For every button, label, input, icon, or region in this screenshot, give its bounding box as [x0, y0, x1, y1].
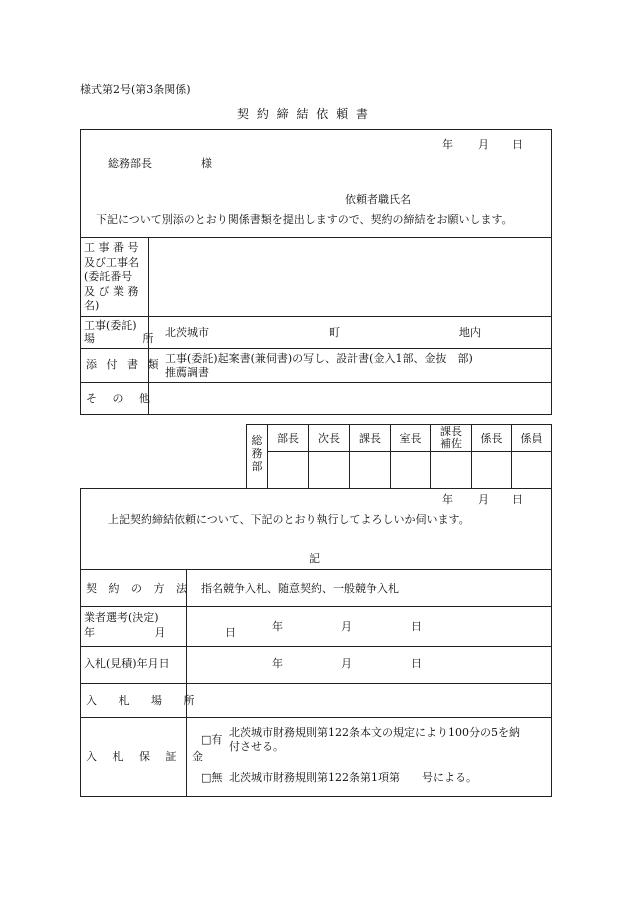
requester-label: 依頼者職氏名: [345, 193, 411, 206]
guarantee-yes-text-line1: 北茨城市財務規則第122条本文の規定により100分の5を納: [229, 726, 520, 739]
guarantee-no-text: 北茨城市財務規則第122条第1項第 号による。: [229, 771, 477, 784]
bid-year: 年: [272, 657, 283, 670]
exec-date-year: 年: [442, 493, 453, 506]
attachments-line2: 推薦調書: [165, 366, 209, 379]
guarantee-yes-text-line2: 付させる。: [229, 740, 284, 753]
bid-day: 日: [411, 657, 422, 670]
work-name-label: 工 事 番 号 及び工事名 (委託番号 及 び 業 務 名): [84, 241, 139, 312]
stamp-header-bucho: 部長: [277, 432, 299, 445]
bid-place-label: 入 札 場 所: [86, 694, 204, 707]
request-statement: 下記について別添のとおり関係書類を提出しますので、契約の締結をお願いします。: [96, 213, 513, 226]
guarantee-label: 入 札 保 証 金: [86, 750, 209, 763]
honorific: 様: [201, 157, 212, 170]
exec-date-month: 月: [478, 493, 489, 506]
ki-mark: 記: [309, 552, 320, 565]
method-label: 契 約 の 方 法: [86, 582, 191, 595]
request-date-month: 月: [478, 138, 489, 151]
stamp-header-kakaricho: 係長: [480, 432, 503, 445]
exec-date-day: 日: [512, 493, 523, 506]
stamp-header-shitsucho: 室長: [399, 432, 422, 445]
location-lot: 地内: [459, 326, 481, 339]
location-town: 町: [329, 326, 340, 339]
selection-day: 日: [411, 620, 422, 633]
selection-label-line1: 業者選考(決定): [84, 611, 159, 624]
request-date-day: 日: [512, 138, 523, 151]
document-title: 契 約 締 結 依 頼 書: [237, 107, 370, 121]
location-label: 工事(委託) 場 所: [84, 319, 176, 345]
selection-label-line2: 年 月 日: [84, 626, 264, 639]
location-city: 北茨城市: [165, 326, 209, 339]
other-label: そ の 他: [86, 392, 156, 405]
request-date-year: 年: [442, 138, 453, 151]
exec-statement: 上記契約締結依頼について、下記のとおり執行してよろしいか伺います。: [108, 513, 470, 526]
bid-month: 月: [341, 657, 352, 670]
stamp-header-jicho: 次長: [318, 432, 340, 445]
other-field[interactable]: [150, 384, 550, 413]
stamp-header-kakariin: 係員: [520, 432, 543, 445]
guarantee-no-checkbox[interactable]: □無: [201, 771, 223, 784]
guarantee-yes-checkbox[interactable]: □有: [201, 733, 223, 746]
attachments-line1: 工事(委託)起案書(兼伺書)の写し、設計書(金入1部、金抜 部): [165, 352, 473, 365]
stamp-header-kacho-hosa: 課長補佐: [440, 425, 462, 450]
dept-label: 総 務 部: [251, 434, 263, 473]
bid-place-field[interactable]: [188, 685, 550, 716]
form-number: 様式第2号(第3条関係): [80, 83, 191, 96]
method-value: 指名競争入札、随意契約、一般競争入札: [201, 582, 399, 595]
bid-date-label: 入札(見積)年月日: [84, 657, 170, 670]
selection-year: 年: [272, 620, 283, 633]
attachments-label: 添 付 書 類: [86, 358, 162, 371]
addressee: 総務部長: [108, 157, 152, 170]
work-name-field[interactable]: [150, 239, 550, 315]
selection-month: 月: [341, 620, 352, 633]
stamp-header-kacho: 課長: [359, 432, 381, 445]
